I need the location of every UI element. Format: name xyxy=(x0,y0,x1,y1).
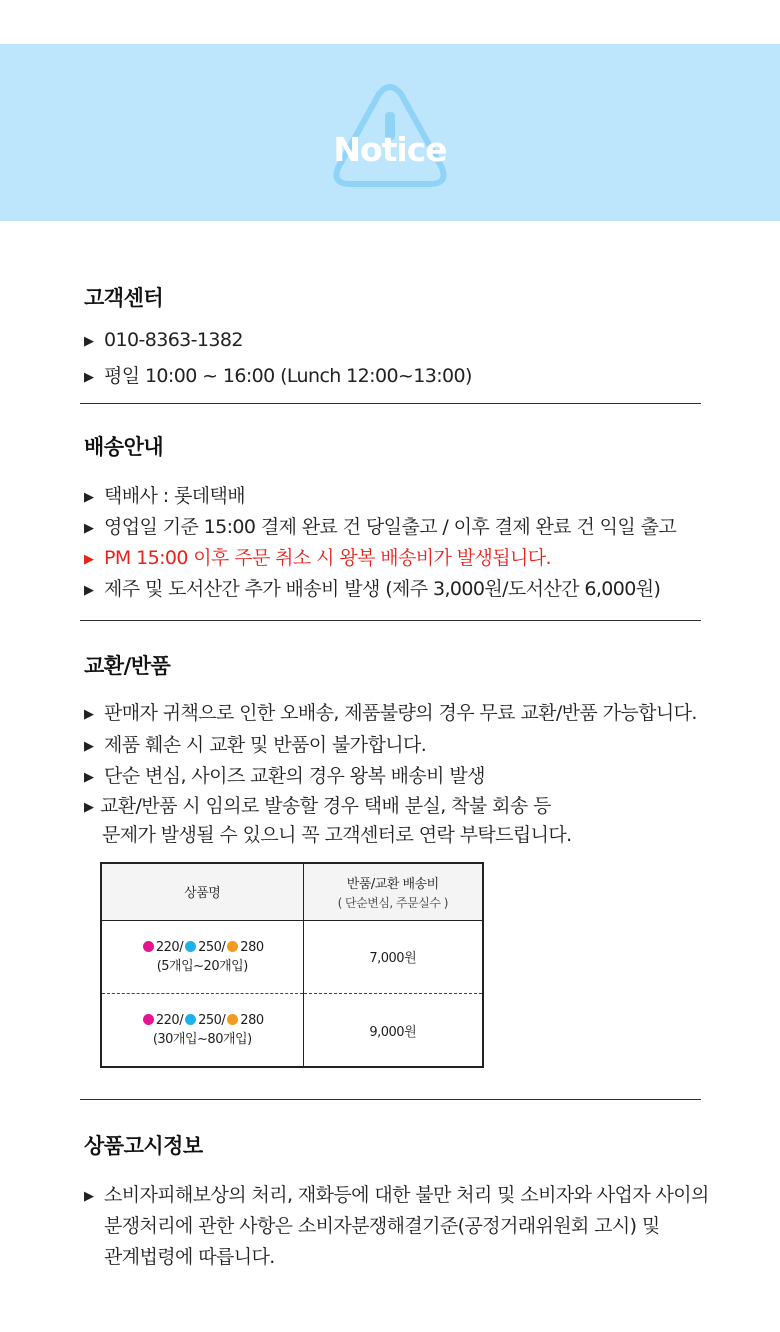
table-cell-price: 9,000원 xyxy=(369,1024,417,1040)
table-header-row xyxy=(101,863,483,920)
section-divider xyxy=(80,403,701,404)
orange-dot-icon xyxy=(227,1014,238,1025)
magenta-dot-icon xyxy=(143,941,154,952)
bullet-triangle-icon: ▶ xyxy=(84,370,94,385)
table-row xyxy=(101,994,483,1067)
shipping-line: ▶ 영업일 기준 15:00 결제 완료 건 당일출고 / 이후 결제 완료 건 익일 출고 xyxy=(84,516,677,538)
bullet-triangle-icon: ▶ xyxy=(84,739,94,754)
customer-center-phone: ▶ 010-8363-1382 xyxy=(84,329,243,351)
bullet-triangle-icon: ▶ xyxy=(84,552,94,567)
exchange-line: ▶ 판매자 귀책으로 인한 오배송, 제품불량의 경우 무료 교환/반품 가능합니다. xyxy=(84,702,697,724)
shipping-line-warning: ▶ PM 15:00 이후 주문 취소 시 왕복 배송비가 발생됩니다. xyxy=(84,547,551,569)
section-title-shipping: 배송안내 xyxy=(84,435,164,459)
blue-dot-icon xyxy=(185,1014,196,1025)
bullet-triangle-icon: ▶ xyxy=(84,334,94,349)
shipping-line: ▶ 택배사 : 롯데택배 xyxy=(84,485,245,507)
exchange-line: ▶ 단순 변심, 사이즈 교환의 경우 왕복 배송비 발생 xyxy=(84,765,485,787)
exchange-line-continued: 문제가 발생될 수 있으니 꼭 고객센터로 연락 부탁드립니다. xyxy=(102,824,572,846)
customer-center-hours: ▶ 평일 10:00 ~ 16:00 (Lunch 12:00~13:00) xyxy=(84,365,472,387)
orange-dot-icon xyxy=(227,941,238,952)
table-cell-price: 7,000원 xyxy=(303,920,483,993)
section-title-customer-center: 고객센터 xyxy=(84,286,164,310)
shipping-line: ▶ 제주 및 도서산간 추가 배송비 발생 (제주 3,000원/도서산간 6,000원) xyxy=(84,578,661,600)
notice-title: Notice xyxy=(333,130,447,169)
product-info-line: 관계법령에 따릅니다. xyxy=(104,1246,275,1268)
size-list: 220/ 250/ 280 xyxy=(102,1013,303,1028)
bullet-triangle-icon: ▶ xyxy=(84,490,94,505)
bullet-triangle-icon: ▶ xyxy=(84,707,94,722)
table-header-product: 상품명 xyxy=(101,863,303,920)
product-info-line: ▶ 소비자피해보상의 처리, 재화등에 대한 불만 처리 및 소비자와 사업자 사이의 xyxy=(84,1184,709,1206)
table-header-fee-label: 반품/교환 배송비 xyxy=(346,876,439,892)
table-cell-product xyxy=(101,994,303,1067)
product-info-line: 분쟁처리에 관한 사항은 소비자분쟁해결기준(공정거래위원회 고시) 및 xyxy=(104,1215,660,1237)
bullet-triangle-icon: ▶ xyxy=(84,800,94,815)
bullet-triangle-icon: ▶ xyxy=(84,521,94,536)
bullet-triangle-icon: ▶ xyxy=(84,1189,94,1204)
notice-banner xyxy=(0,44,780,221)
table-header-fee-sub: ( 단순변심, 주문실수 ) xyxy=(337,895,448,910)
exchange-line: ▶ 교환/반품 시 임의로 발송할 경우 택배 분실, 착불 회송 등 xyxy=(84,795,551,817)
table-header-fee xyxy=(303,863,483,920)
shipping-fee-table xyxy=(100,862,484,1068)
section-title-exchange: 교환/반품 xyxy=(84,654,171,678)
size-list: 220/ 250/ 280 xyxy=(102,940,303,955)
exchange-line: ▶ 제품 훼손 시 교환 및 반품이 불가합니다. xyxy=(84,734,427,756)
table-cell-product xyxy=(101,920,303,993)
section-title-product-info: 상품고시정보 xyxy=(84,1134,203,1158)
blue-dot-icon xyxy=(185,941,196,952)
section-divider xyxy=(80,620,701,621)
quantity-range: (30개입~80개입) xyxy=(152,1032,252,1048)
table-row xyxy=(101,920,483,993)
magenta-dot-icon xyxy=(143,1014,154,1025)
bullet-triangle-icon: ▶ xyxy=(84,583,94,598)
quantity-range: (5개입~20개입) xyxy=(156,958,248,974)
section-divider xyxy=(80,1099,701,1100)
bullet-triangle-icon: ▶ xyxy=(84,770,94,785)
